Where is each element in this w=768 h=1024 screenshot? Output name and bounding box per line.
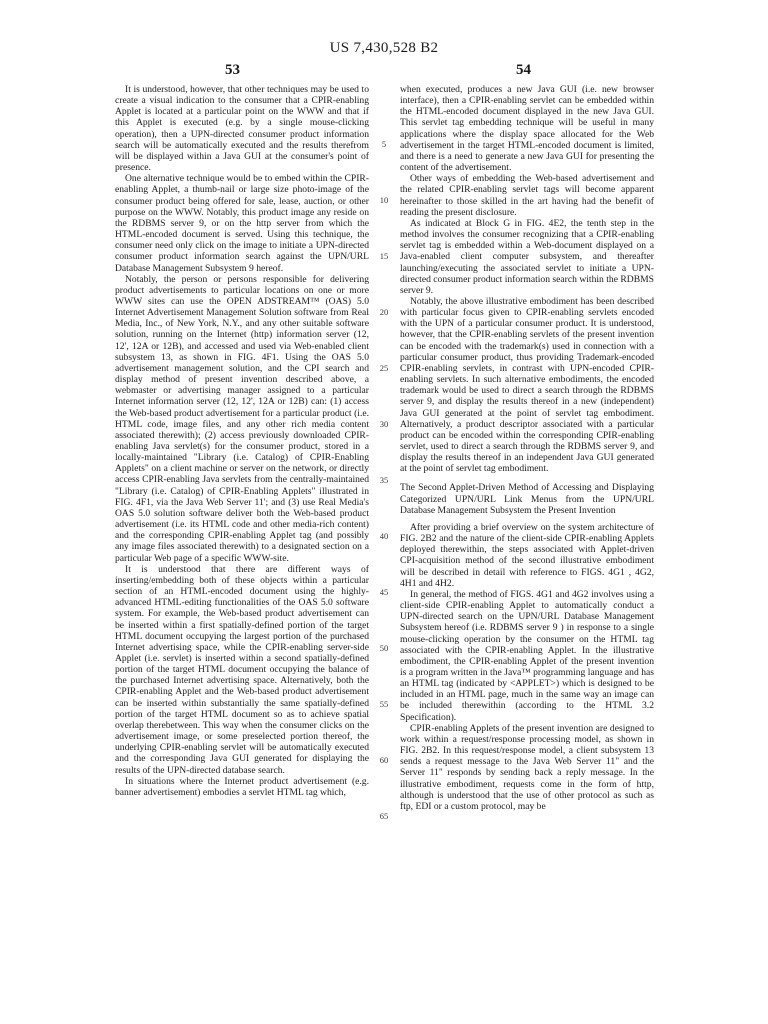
line-number: 10: [379, 195, 389, 205]
line-number: 50: [379, 643, 389, 653]
line-number: 60: [379, 755, 389, 765]
left-paragraph-4: It is understood that there are different ways of inserting/embedding both of these objects within a particular section of an HTML-encoded document using the highly-advanced HTML-editing functionalities of the OAS 5.0 software system. For example, the Web-based product advertisement can be inserted within a first spatially-defined portion of the target HTML document occupying the largest portion of the purchased Internet advertising space, while the CPIR-enabling server-side Applet (i.e. servlet) is inserted within a second spatially-defined portion of the target HTML document occupying the balance of the purchased Internet advertising space. Alternatively, both the CPIR-enabling Applet and the Web-based product advertisement can be inserted within substantially the same spatially-defined portion of the target HTML document so as to achieve spatial overlap therebetween. This way when the consumer clicks on the advertisement image, or some preselected portion thereof, the underlying CPIR-enabling servlet will be automatically executed and the corresponding Java GUI generated for displaying the results of the UPN-directed database search.: [115, 563, 369, 776]
left-paragraph-3: Notably, the person or persons responsible for delivering product advertisements to particular locations on one or more WWW sites can use the OPEN ADSTREAM™ (OAS) 5.0 Internet Advertisement Management Solution software from Real Media, Inc., of New York, N.Y., and any other suitable software solution, running on the Internet (http) information server (12, 12', 12A or 12B), and accessed and used via Web-enabled client subsystem 13, as shown in FIG. 4F1. Using the OAS 5.0 advertisement management solution, and the CPI search and display method of present invention described above, a webmaster or advertising manager assigned to a particular Internet information server (12, 12', 12A or 12B) can: (1) access the Web-based product advertisement for a particular product (i.e. HTML code, image files, and any other rich media content associated therewith); (2) access previously downloaded CPIR-enabling Java servlet(s) for the consumer product, stored in a locally-maintained "Library (i.e. Catalog) of CPIR-Enabling Applets" on a client machine or server on the network, or directly access CPIR-enabling Java servlets from the centrally-maintained "Library (i.e. Catalog) of CPIR-Enabling Applets" illustrated in FIG. 4F1, via the Java Web Server 11'; and (3) use Real Media's OAS 5.0 solution software deliver both the Web-based product advertisement (i.e. its HTML code and other media-rich content) and the corresponding CPIR-enabling Applet tag (and possibly any image files associated therewith) to a designated section on a particular Web page of a specific WWW-site.: [115, 273, 369, 564]
right-paragraph-1: when executed, produces a new Java GUI (i.e. new browser interface), then a CPIR-enabling servlet can be embedded within the HTML-encoded document displayed in the new Java GUI. This servlet tag embedding technique will be useful in many applications where the display space allocated for the Web advertisement in the target HTML-encoded document is limited, and there is a need to generate a new Java GUI for presenting the content of the advertisement.: [400, 84, 654, 174]
line-number: 25: [379, 363, 389, 373]
line-number: 55: [379, 699, 389, 709]
line-number: 5: [381, 139, 387, 149]
section-heading: The Second Applet-Driven Method of Accessing and Displaying Categorized UPN/URL Link Menus from the UPN/URL Database Management Subsystem the Present Invention: [400, 482, 654, 516]
line-number: 35: [379, 475, 389, 485]
left-paragraph-2: One alternative technique would be to embed within the CPIR-enabling Applet, a thumb-nail or large size photo-image of the consumer product being offered for sale, lease, auction, or other purpose on the WWW. Notably, this product image any reside on the RDBMS server 9, or on the http server from which the HTML-encoded document is served. Using this technique, the consumer need only click on the image to initiate a UPN-directed consumer product information search against the UPN/URL Database Management Subsystem 9 hereof.: [115, 173, 369, 274]
line-number: 65: [379, 811, 389, 821]
right-paragraph-4: Notably, the above illustrative embodiment has been described with particular focus given to CPIR-enabling servlets encoded with the UPN of a particular consumer product. It is understood, however, that the CPIR-enabling servlets of the present invention can be encoded with the trademark(s) used in connection with a particular consumer product, thus providing Trademark-encoded CPIR-enabling servlets, in contrast with UPN-encoded CPIR-enabling servlets. In such alternative embodiments, the encoded trademark would be used to direct a search through the RDBMS server 9, and display the results thereof in a new (independent) Java GUI generated at the point of servlet tag embodiment. Alternatively, a product descriptor associated with a particular product can be encoded within the corresponding CPIR-enabling servlet, used to direct a search through the RDBMS server 9, and display the results thereof in an independent Java GUI generated at the point of servlet tag embodiment.: [400, 295, 654, 475]
left-paragraph-1: It is understood, however, that other techniques may be used to create a visual indication to the consumer that a CPIR-enabling Applet is located at a particular point on the WWW and that if this Applet is executed (e.g. by a single mouse-clicking operation), then a UPN-directed consumer product information search will be automatically executed and the results therefrom will be displayed within a Java GUI at the consumer's point of presence.: [115, 84, 369, 174]
right-paragraph-5: After providing a brief overview on the system architecture of FIG. 2B2 and the nature of the client-side CPIR-enabling Applets deployed therewithin, the steps associated with Applet-driven CPI-acquisition method of the second illustrative embodiment will be described in detail with reference to FIGS. 4G1 , 4G2, 4H1 and 4H2.: [400, 521, 654, 589]
line-number: 45: [379, 587, 389, 597]
line-number: 15: [379, 251, 389, 261]
right-page-number: 54: [516, 62, 531, 78]
left-column: [115, 84, 369, 798]
line-number: 30: [379, 419, 389, 429]
right-paragraph-6: In general, the method of FIGS. 4G1 and 4G2 involves using a client-side CPIR-enabling Applet to automatically conduct a UPN-directed search on the UPN/URL Database Management Subsystem hereof (i.e. RDBMS server 9 ) in response to a single mouse-clicking operation by the consumer on the HTML tag associated with the CPIR-enabling Applet. In the illustrative embodiment, the CPIR-enabling Applet of the present invention is a program written in the Java™ programming language and has an HTML tag (indicated by <APPLET>) which is designed to be included in an HTML page, much in the same way an image can be included therewithin (according to the HTML 3.2 Specification).: [400, 588, 654, 723]
left-paragraph-5: In situations where the Internet product advertisement (e.g. banner advertisement) embodies a servlet HTML tag which,: [115, 775, 369, 798]
patent-number: US 7,430,528 B2: [329, 40, 439, 56]
line-number: 40: [379, 531, 389, 541]
right-paragraph-7: CPIR-enabling Applets of the present invention are designed to work within a request/response processing model, as shown in FIG. 2B2. In this request/response model, a client subsystem 13 sends a request message to the Java Web Server 11" and the Server 11" responds by sending back a reply message. In the illustrative embodiment, requests come in the form of http, although is understood that the use of other protocol as such as ftp, EDI or a custom protocol, may be: [400, 722, 654, 812]
right-column: [400, 84, 654, 812]
right-paragraph-2: Other ways of embedding the Web-based advertisement and the related CPIR-enabling servlet tags will become apparent hereinafter to those skilled in the art having had the benefit of reading the present disclosure.: [400, 173, 654, 218]
line-number: 20: [379, 307, 389, 317]
left-page-number: 53: [225, 62, 240, 78]
right-paragraph-3: As indicated at Block G in FIG. 4E2, the tenth step in the method involves the consumer recognizing that a CPIR-enabling servlet tag is embedded within a Web-document displayed on a Java-enabled client computer subsystem, and thereafter launching/executing the associated servlet to initiate a UPN-directed consumer product information search within the RDBMS server 9.: [400, 217, 654, 296]
